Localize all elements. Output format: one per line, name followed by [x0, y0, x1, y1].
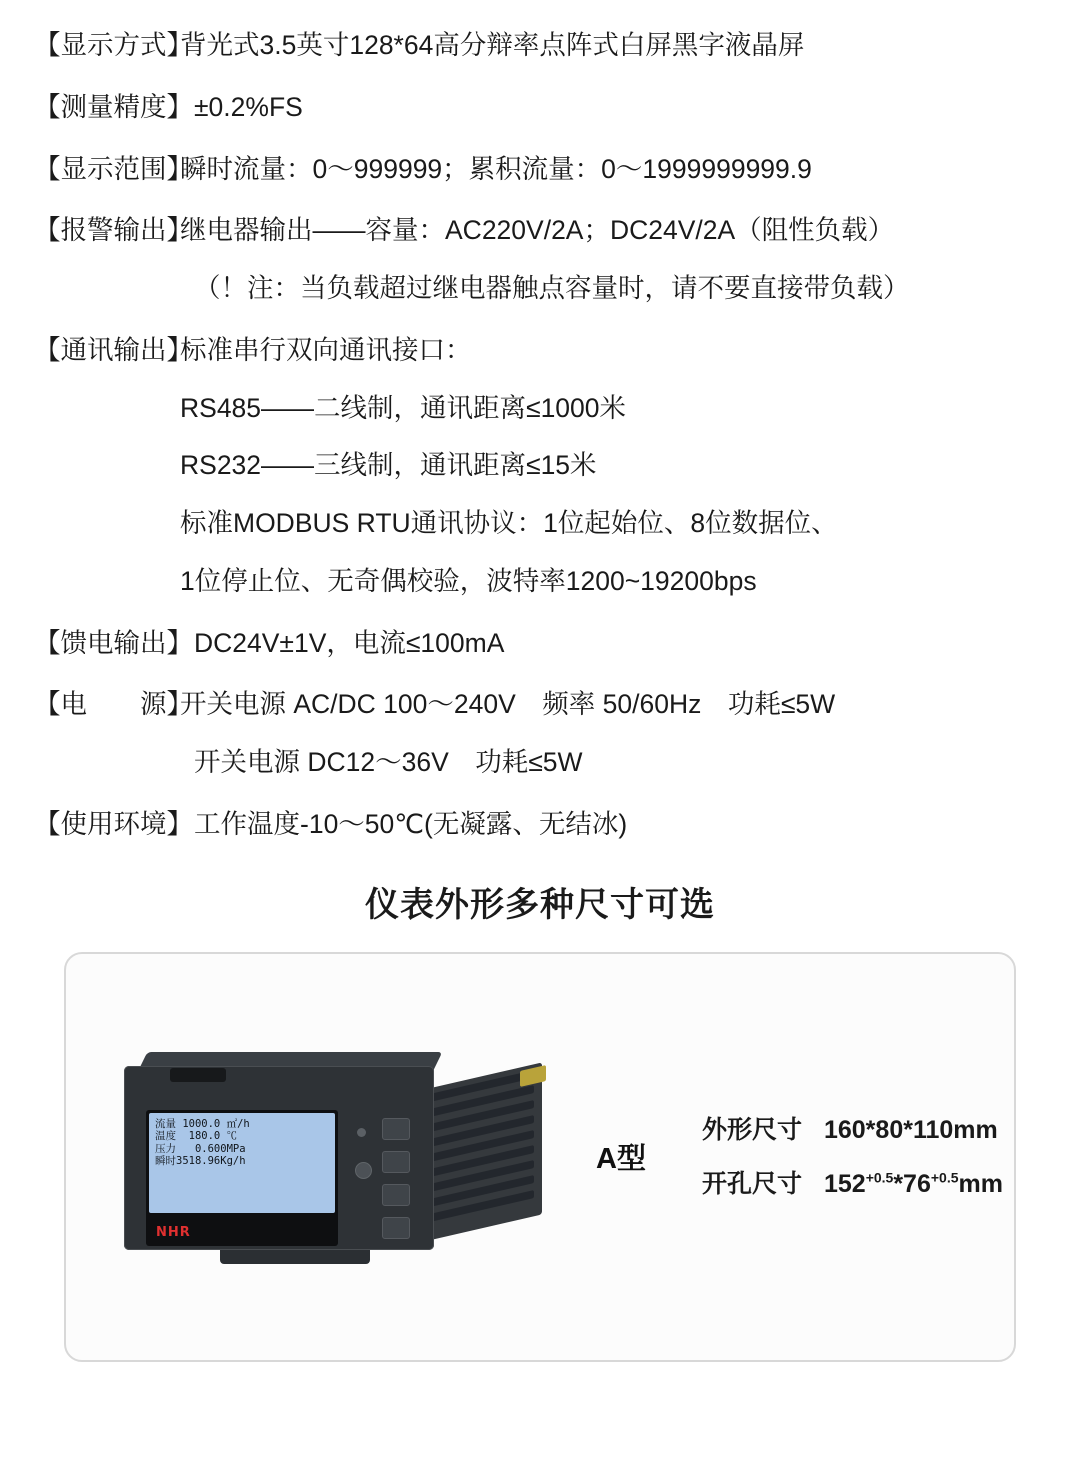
- device-bottom-bracket: [220, 1248, 370, 1264]
- dimension-row-cutout: [702, 1169, 1003, 1199]
- spec-label: 【测量精度】: [34, 91, 193, 122]
- spec-line: 开关电源 AC/DC 100～240V 频率 50/60Hz 功耗≤5W: [180, 689, 836, 720]
- cutout-width-tolerance: +0.5: [865, 1169, 894, 1186]
- cutout-height: *76: [893, 1169, 931, 1198]
- spec-label: 【通讯输出】: [34, 334, 193, 365]
- device-vent-fins: [430, 1070, 534, 1234]
- section-title: 仪表外形多种尺寸可选: [365, 885, 715, 924]
- cutout-unit: mm: [958, 1169, 1003, 1198]
- spec-line: 背光式3.5英寸128*64高分辩率点阵式白屏黑字液晶屏: [180, 30, 805, 60]
- device-panel: [64, 952, 1016, 1362]
- spec-row: [0, 213, 1080, 307]
- spec-values: [172, 28, 1080, 64]
- lcd-line-flow: 流量 1000.0 ㎡/h: [155, 1117, 250, 1130]
- spec-values: [172, 152, 1080, 188]
- lcd-line-temperature: 温度 180.0 ℃: [155, 1130, 238, 1143]
- spec-line: RS232——三线制，通讯距离≤15米: [180, 450, 597, 481]
- spec-row: [0, 152, 1080, 188]
- spec-values: [172, 90, 1080, 126]
- spec-values: [172, 687, 1080, 781]
- spec-values: [172, 333, 1080, 600]
- key-button[interactable]: [382, 1217, 410, 1239]
- spec-line: 标准MODBUS RTU通讯协议：1位起始位、8位数据位、: [180, 508, 838, 539]
- dimension-key: 外形尺寸: [701, 1115, 802, 1144]
- spec-line: 开关电源 DC12～36V 功耗≤5W: [194, 747, 583, 778]
- key-button[interactable]: [382, 1184, 410, 1206]
- spec-label: 【使用环境】: [34, 808, 193, 839]
- dimension-value: [824, 1169, 1003, 1199]
- device-illustration: [124, 1042, 554, 1272]
- lcd-line-instant: 瞬时3518.96Kg/h: [155, 1154, 246, 1167]
- spec-row: [0, 626, 1080, 662]
- spec-line: 标准串行双向通讯接口：: [180, 334, 472, 365]
- cutout-width: 152: [823, 1169, 866, 1198]
- device-top-tab: [170, 1068, 226, 1082]
- lcd-display: [149, 1113, 335, 1213]
- spec-line: 继电器输出——容量：AC220V/2A；DC24V/2A（阻性负载）: [180, 215, 895, 246]
- spec-line: 瞬时流量：0～999999；累积流量：0～1999999999.9: [180, 153, 812, 184]
- spec-label: 【馈电输出】: [34, 627, 193, 658]
- spec-label: 【报警输出】: [34, 215, 193, 246]
- spec-line: 工作温度-10～50℃(无凝露、无结冰): [194, 808, 628, 839]
- device-front-body: [124, 1066, 434, 1250]
- spec-line: ±0.2%FS: [194, 91, 303, 122]
- lcd-line-pressure: 压力 0.600MPa: [155, 1142, 246, 1155]
- key-button[interactable]: [382, 1118, 410, 1140]
- spec-label: 【显示范围】: [34, 153, 193, 184]
- brand-logo: NHR: [156, 1224, 191, 1240]
- spec-values: [172, 213, 1080, 307]
- cutout-height-tolerance: +0.5: [930, 1169, 959, 1186]
- spec-row: [0, 807, 1080, 843]
- spec-line: 1位停止位、无奇偶校验，波特率1200~19200bps: [180, 565, 757, 596]
- spec-row: [0, 90, 1080, 126]
- spec-row: [0, 333, 1080, 600]
- spec-values: [172, 626, 1080, 662]
- dimension-value: 160*80*110mm: [823, 1115, 998, 1144]
- key-button[interactable]: [382, 1151, 410, 1173]
- device-type-label: A型: [596, 1143, 646, 1176]
- spec-line-note: （！注：当负载超过继电器触点容量时，请不要直接带负载）: [194, 273, 910, 304]
- spec-line: RS485——二线制，通讯距离≤1000米: [180, 392, 627, 423]
- device-dimensions: [702, 1115, 1003, 1199]
- spec-line: DC24V±1V，电流≤100mA: [194, 627, 505, 658]
- spec-row: [0, 28, 1080, 64]
- dimension-row-outline: [702, 1115, 1003, 1145]
- spec-row: [0, 687, 1080, 781]
- spec-label: 【显示方式】: [34, 30, 193, 60]
- keypad[interactable]: [356, 1118, 414, 1250]
- spec-label: 【电 源】: [34, 689, 193, 720]
- spec-values: [172, 807, 1080, 843]
- dimension-key: 开孔尺寸: [701, 1169, 802, 1198]
- device-screen-bezel: [146, 1110, 338, 1246]
